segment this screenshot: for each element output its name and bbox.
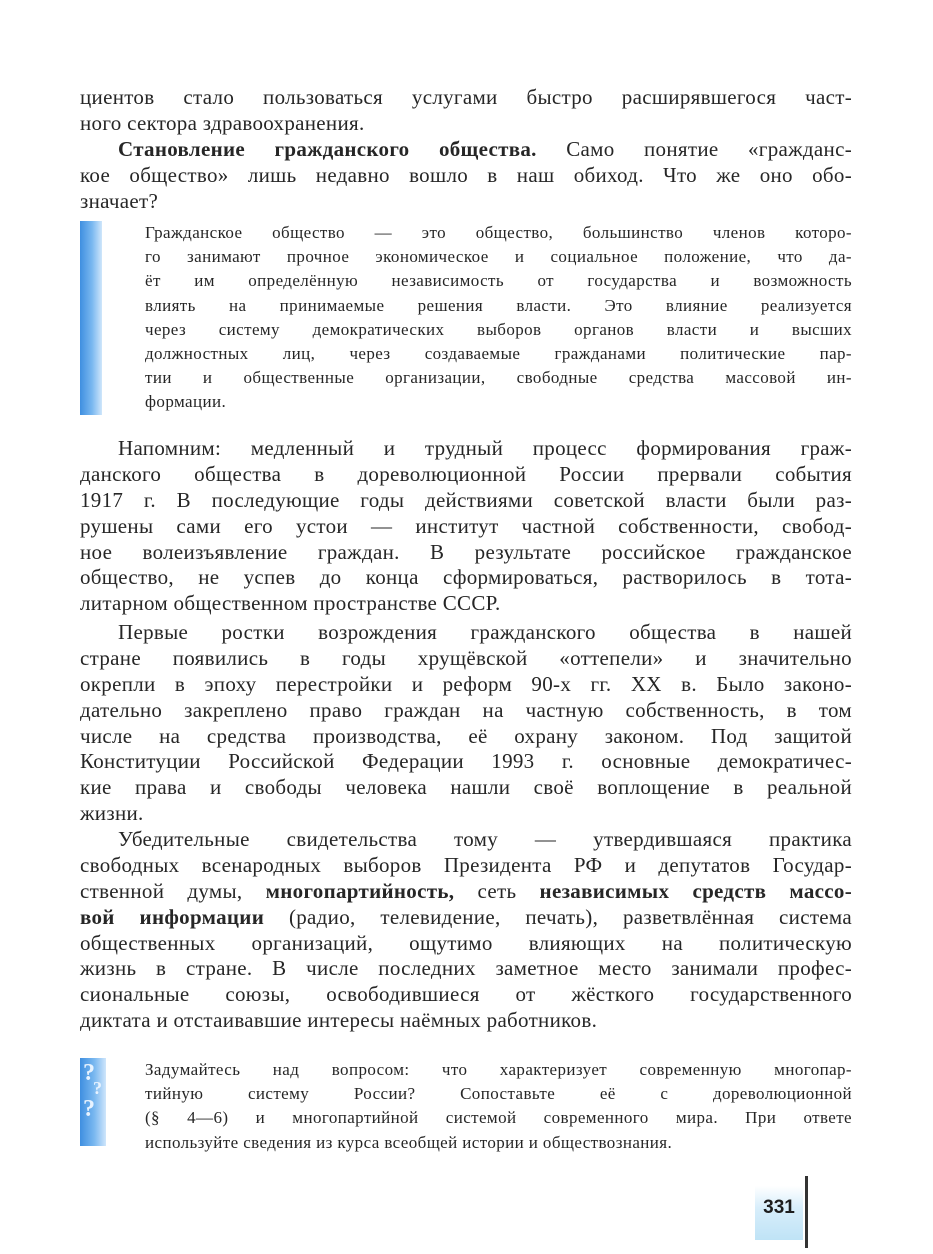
text-line [80,565,852,591]
text-line [80,775,852,801]
text-line: влиять на принимаемые решения власти. Это влияние реализуется [145,295,852,315]
text-line [80,488,852,514]
text-segment: кое общество» лишь недавно вошло в наш обиход. Что же оно обо- [80,162,852,187]
text-line [80,853,852,879]
paragraph-revival [80,620,852,827]
text-line [80,111,852,137]
text-segment: Убедительные свидетельства тому — утвердившаяся практика [118,827,852,851]
text-line [80,591,852,617]
text-line: Гражданское общество — это общество, большинство членов которо- [145,223,852,242]
question-text [145,1058,852,1155]
text-line: тии и общественные организации, свободные средства массовой ин- [145,368,852,388]
text-segment: циентов стало пользоваться услугами быстро расширявшегося част- [80,85,852,109]
text-segment: ное волеизъявление граждан. В результате российское гражданское [80,539,852,564]
text-line [80,646,852,672]
text-segment: жизни. [80,801,144,826]
text-line [80,1008,852,1034]
bold-term: вой информации [80,904,265,929]
text-line [80,85,852,111]
definition-box [80,221,852,415]
text-line [80,436,852,462]
text-line [80,801,852,827]
text-segment: (радио, телевидение, печать), разветвлённая система [264,904,852,929]
text-line: должностных лиц, через создаваемые гражданами политические пар- [145,343,852,363]
bold-term: Становление гражданского общества. [118,137,537,161]
text-line [80,905,852,931]
paragraph-history [80,436,852,617]
text-line: го занимают прочное экономическое и социальное положение, что да- [145,247,852,267]
definition-text [145,221,852,415]
text-line [80,827,852,853]
text-segment: диктата и отстаивавшие интересы наёмных работников. [80,1008,598,1033]
text-line [80,879,852,905]
question-box [80,1058,852,1152]
text-line [80,749,852,775]
text-segment: литарном общественном пространстве СССР. [80,591,501,616]
text-segment: числе на средства производства, её охрану законом. Под защитой [80,723,852,748]
text-segment: Первые ростки возрождения гражданского общества в нашей [118,620,852,644]
text-line [80,137,852,163]
text-segment: Конституции Российской Федерации 1993 г. основные демократичес- [80,749,852,774]
definition-marker-bar [80,221,102,415]
text-segment: жизнь в стране. В числе последних заметное место занимали профес- [80,956,852,981]
text-line [80,514,852,540]
text-segment: свободных всенародных выборов Президента РФ и депутатов Государ- [80,852,852,877]
text-line [80,724,852,750]
text-segment: данского общества в дореволюционной России прервали события [80,461,852,486]
page-number: 331 [755,1186,803,1240]
bold-term: независимых средств массо- [539,878,852,903]
text-segment: значает? [80,188,159,213]
text-segment: ного сектора здравоохранения. [80,110,365,135]
text-line: тийную систему России? Сопоставьте её с дореволюционной [145,1084,852,1104]
text-segment: сеть [454,878,540,903]
text-line [80,672,852,698]
text-line [80,620,852,646]
text-line: используйте сведения из курса всеобщей истории и обществознания. [145,1132,673,1152]
text-line [80,462,852,488]
text-segment: сиональные союзы, освободившиеся от жёсткого государственного [80,982,852,1007]
text-line [80,163,852,189]
text-line [80,982,852,1008]
question-marks-icon: ? ? ? [80,1058,106,1146]
text-segment: дательно закреплено право граждан на частную собственность, в том [80,697,852,722]
page-edge-rule [805,1176,808,1248]
text-segment: окрепли в эпоху перестройки и реформ 90-х гг. XX в. Было законо- [80,671,852,696]
text-line [80,540,852,566]
text-line [80,956,852,982]
text-segment: общество, не успев до конца сформироваться, растворилось в тота- [80,565,852,590]
text-segment: стране появились в годы хрущёвской «оттепели» и значительно [80,645,852,670]
text-segment: кие права и свободы человека нашли своё воплощение в реальной [80,775,852,800]
text-segment: ственной думы, [80,878,266,903]
text-segment: Напомним: медленный и трудный процесс формирования граж- [118,436,852,460]
text-segment: общественных организаций, ощутимо влияющих на политическую [80,930,852,955]
paragraph-civil-society-heading [80,137,852,215]
paragraph-continuation [80,85,852,137]
text-line: через систему демократических выборов органов власти и высших [145,319,852,339]
text-line: формации. [145,392,227,412]
text-line [80,698,852,724]
text-segment: 1917 г. В последующие годы действиями советской власти были раз- [80,487,852,512]
text-line: ёт им определённую независимость от государства и возможность [145,271,852,291]
text-segment: Само понятие «гражданс- [536,137,852,161]
text-line [80,931,852,957]
text-line [80,189,852,215]
bold-term: многопартийность, [265,878,455,903]
text-segment: рушены сами его устои — институт частной собственности, свобод- [80,513,852,538]
text-line: Задумайтесь над вопросом: что характеризует современную многопар- [145,1060,852,1079]
paragraph-evidence [80,827,852,1034]
text-line: (§ 4—6) и многопартийной системой современного мира. При ответе [145,1108,852,1128]
